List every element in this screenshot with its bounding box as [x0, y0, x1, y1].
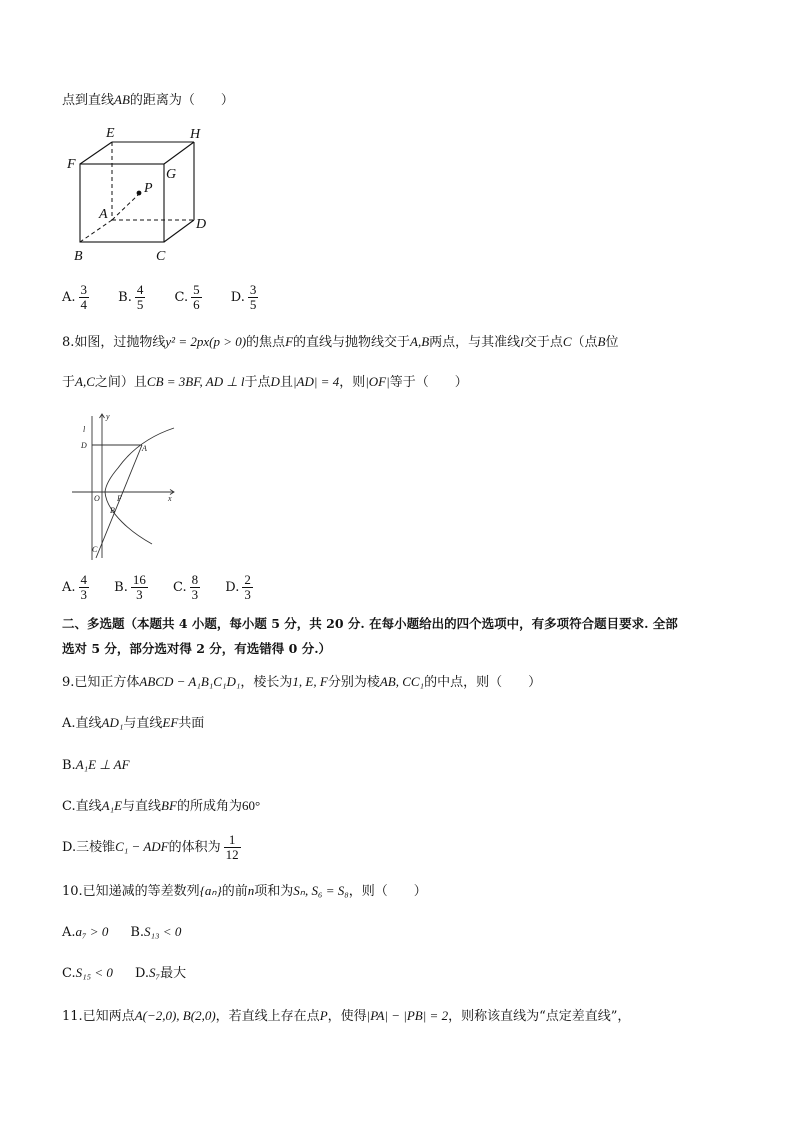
q7-stem: 点到直线AB的距离为（ ）	[62, 92, 234, 108]
label-E: E	[106, 126, 115, 141]
q10-option-c[interactable]: C.S₁₅ < 0	[62, 965, 113, 981]
q9-stem: 9.已知正方体ABCD − A₁B₁C₁D₁，棱长为1, E, F分别为棱AB, CC₁的中点，则（ ）	[62, 674, 542, 690]
q7-options	[62, 281, 283, 315]
q9-option-a[interactable]: A.直线AD₁与直线EF共面	[62, 715, 205, 731]
label-A: A	[99, 207, 108, 222]
q7-option-c[interactable]: C. $\frac{5}{6}$	[174, 282, 200, 312]
q8-stem-line1: 8.如图，过抛物线y² = 2px(p > 0)的焦点F的直线与抛物线交于A,B两点，与其准线l交于点C（点B位	[62, 334, 619, 350]
q10-stem: 10.已知递减的等差数列{aₙ}的前n项和为Sₙ, S₆ = S₈，则（ ）	[62, 883, 427, 899]
q8-parabola-figure	[70, 410, 182, 562]
q11-stem: 11.已知两点A(−2,0), B(2,0)，若直线上存在点P，使得|PA| − |PB| = 2，则称该直线为“点定差直线”，	[62, 1008, 631, 1024]
q7-cube-figure	[62, 122, 222, 267]
q7-option-a[interactable]: A. $\frac{3}{4}$	[62, 282, 88, 312]
q10-options-row2	[62, 964, 208, 983]
q10-options-row1	[62, 923, 203, 942]
q9-option-d[interactable]: D.三棱锥C₁ − ADF的体积为 $\frac{1}{12}$	[62, 832, 239, 862]
q8-option-c[interactable]: C. $\frac{8}{3}$	[173, 572, 199, 602]
q10-option-a[interactable]: A.a₇ > 0	[62, 924, 109, 940]
q8-option-a[interactable]: A. $\frac{4}{3}$	[62, 572, 88, 602]
q9-option-b[interactable]: B.A₁E ⊥ AF	[62, 757, 130, 773]
label-F: F	[117, 494, 122, 503]
label-B: B	[74, 249, 83, 264]
q10-option-d[interactable]: D.S₇最大	[134, 965, 187, 981]
q8-options	[62, 571, 274, 605]
label-G: G	[166, 167, 177, 182]
label-C: C	[92, 545, 98, 554]
label-A: A	[142, 444, 147, 453]
q7-option-b[interactable]: B. $\frac{4}{5}$	[118, 282, 144, 312]
label-x: x	[168, 494, 172, 503]
section2-heading-line2: 选对 5 分，部分选对得 2 分，有选错得 0 分.）	[62, 641, 332, 656]
label-C: C	[156, 249, 166, 264]
label-B: B	[110, 506, 115, 515]
q8-option-b[interactable]: B. $\frac{16}{3}$	[114, 572, 146, 602]
label-O: O	[94, 494, 100, 503]
label-P: P	[144, 181, 153, 196]
q8-option-d[interactable]: D. $\frac{2}{3}$	[225, 572, 251, 602]
label-D: D	[196, 217, 207, 232]
label-F: F	[67, 157, 76, 172]
label-D: D	[81, 441, 87, 450]
label-y: y	[106, 412, 110, 421]
q8-stem-line2: 于A,C之间）且CB = 3BF, AD ⊥ l于点D且|AD| = 4，则|OF|等于（ ）	[62, 374, 468, 390]
point-p	[137, 191, 142, 196]
q10-option-b[interactable]: B.S₁₃ < 0	[130, 924, 182, 940]
q7-option-d[interactable]: D. $\frac{3}{5}$	[230, 282, 257, 312]
q9-option-c[interactable]: C.直线A₁E与直线BF的所成角为60°	[62, 798, 261, 814]
label-H: H	[190, 127, 201, 142]
section2-heading-line1: 二、多选题（本题共 4 小题，每小题 5 分，共 20 分. 在每小题给出的四个选项中，有多项符合题目要求. 全部	[62, 616, 678, 631]
label-l: l	[83, 425, 86, 434]
